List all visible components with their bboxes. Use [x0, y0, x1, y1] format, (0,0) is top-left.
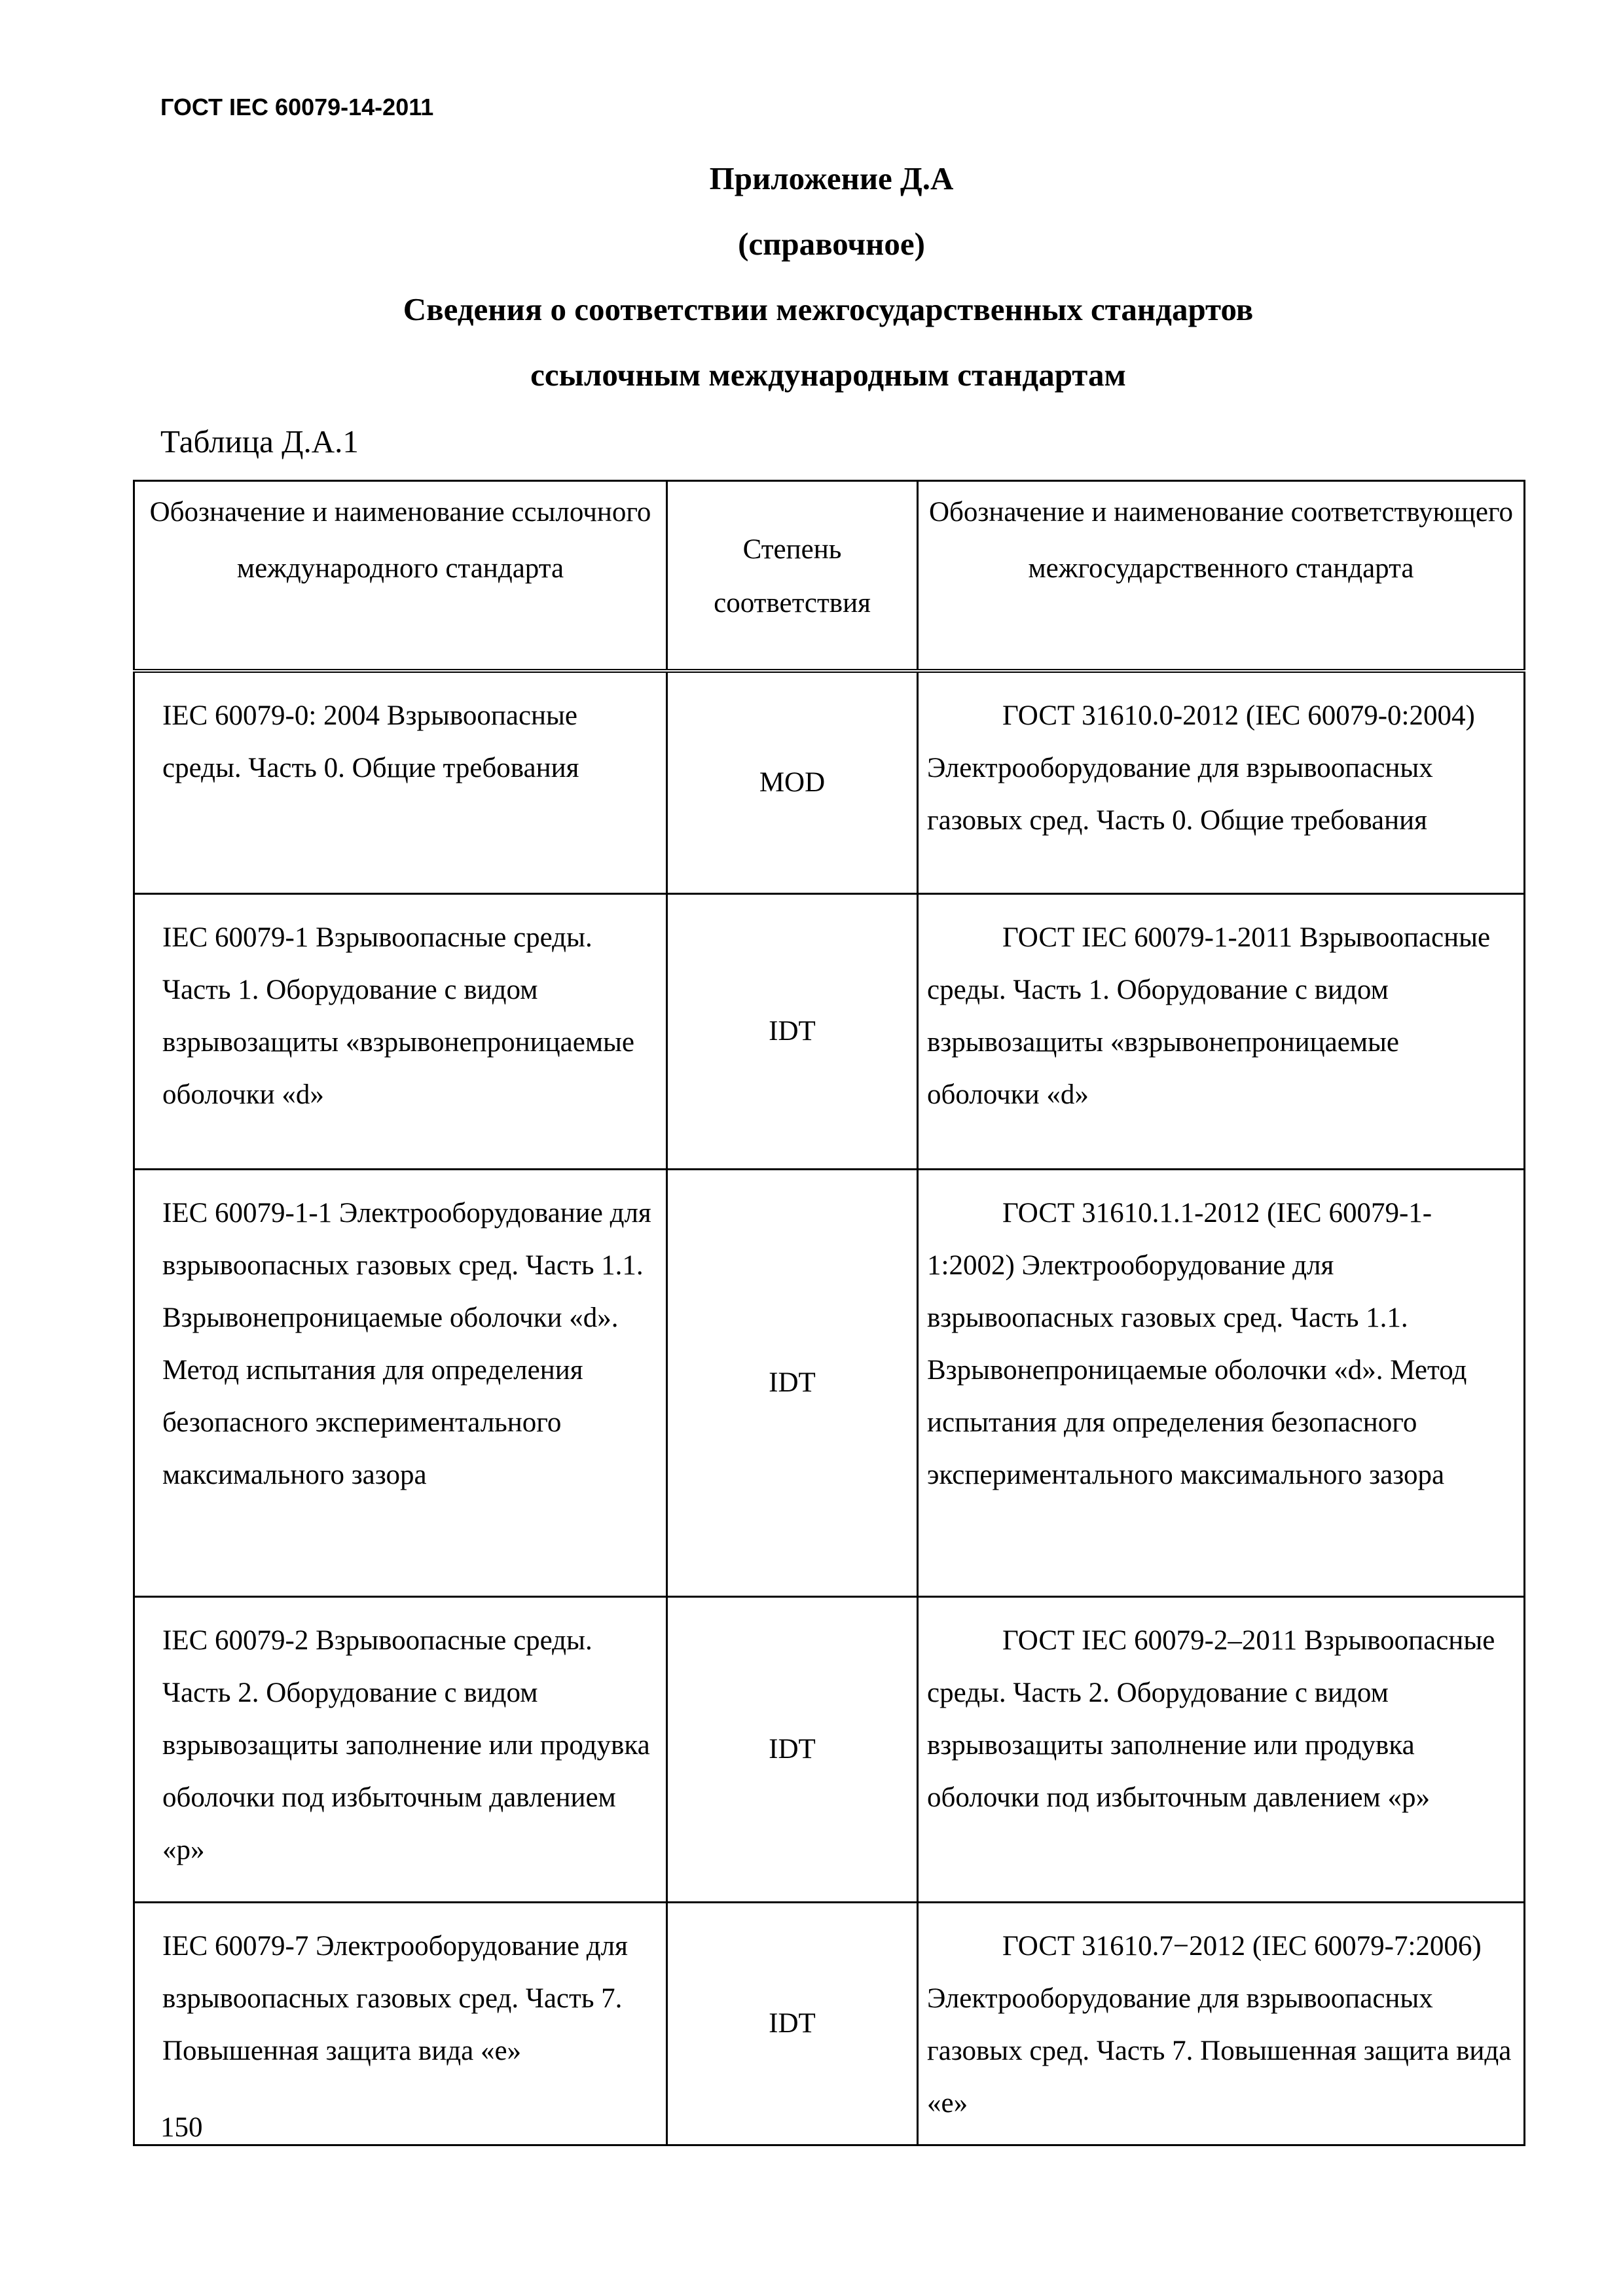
international-standard-cell	[134, 1170, 667, 1597]
international-standard-cell	[134, 894, 667, 1170]
international-standard-text: IEC 60079-0: 2004 Взрывоопасные среды. Часть 0. Общие требования	[162, 700, 579, 783]
annex-title: Приложение Д.А	[709, 160, 954, 196]
column-header-interstate: Обозначение и наименование соответствующего межгосударственного стандарта	[918, 481, 1525, 672]
international-standard-text: IEC 60079-7 Электрооборудование для взрывоопасных газовых сред. Часть 7. Повышенная защита вида «е»	[162, 1931, 628, 2066]
degree-cell: MOD	[667, 671, 918, 894]
interstate-standard-cell	[918, 1597, 1525, 1903]
degree-cell: IDT	[667, 1903, 918, 2145]
international-standard-text: IEC 60079-1 Взрывоопасные среды. Часть 1. Оборудование с видом взрывозащиты «взрывонепроницаемые оболочки «d»	[162, 922, 635, 1110]
degree-cell: IDT	[667, 894, 918, 1170]
interstate-standard-cell	[918, 671, 1525, 894]
table-row	[134, 1170, 1525, 1597]
interstate-standard-cell	[918, 894, 1525, 1170]
interstate-standard-text: ГОСТ IEC 60079-1-2011 Взрывоопасные среды. Часть 1. Оборудование с видом взрывозащиты «взрывонепроницаемые оболочки «d»	[927, 922, 1491, 1110]
table-caption: Таблица Д.А.1	[160, 423, 359, 459]
degree-cell: IDT	[667, 1597, 918, 1903]
annex-heading-line-2: ссылочным международным стандартам	[530, 357, 1126, 393]
interstate-standard-text: ГОСТ 31610.1.1-2012 (IEC 60079-1-1:2002) Электрооборудование для взрывоопасных газовых сред. Часть 1.1. Взрывонепроницаемые оболочки «d». Метод испытания для определения безопасного экспериментального максимального зазора	[927, 1198, 1467, 1490]
page-number: 150	[160, 2112, 203, 2143]
column-header-international: Обозначение и наименование ссылочного международного стандарта	[134, 481, 667, 672]
degree-cell: IDT	[667, 1170, 918, 1597]
international-standard-text: IEC 60079-2 Взрывоопасные среды. Часть 2. Оборудование с видом взрывозащиты заполнение или продувка оболочки под избыточным давлением «p»	[162, 1625, 650, 1865]
interstate-standard-cell	[918, 1170, 1525, 1597]
international-standard-cell	[134, 671, 667, 894]
table-row	[134, 894, 1525, 1170]
international-standard-cell	[134, 1903, 667, 2145]
annex-status: (справочное)	[738, 226, 925, 262]
table-header-row	[134, 481, 1525, 672]
interstate-standard-text: ГОСТ IEC 60079-2–2011 Взрывоопасные среды. Часть 2. Оборудование с видом взрывозащиты заполнение или продувка оболочки под избыточным давлением «p»	[927, 1625, 1495, 1813]
table-row	[134, 1597, 1525, 1903]
interstate-standard-cell	[918, 1903, 1525, 2145]
international-standard-text: IEC 60079-1-1 Электрооборудование для взрывоопасных газовых сред. Часть 1.1. Взрывонепроницаемые оболочки «d». Метод испытания для определения безопасного экспериментального максимального зазора	[162, 1198, 651, 1490]
correspondence-table	[133, 480, 1525, 2146]
column-header-degree: Степень соответствия	[667, 481, 918, 672]
annex-heading-line-1: Сведения о соответствии межгосударственных стандартов	[403, 291, 1254, 327]
international-standard-cell	[134, 1597, 667, 1903]
interstate-standard-text: ГОСТ 31610.7−2012 (IEC 60079-7:2006) Электрооборудование для взрывоопасных газовых сред. Часть 7. Повышенная защита вида «е»	[927, 1931, 1512, 2119]
table-row	[134, 1903, 1525, 2145]
document-code: ГОСТ IEC 60079-14-2011	[160, 94, 434, 120]
table-row	[134, 671, 1525, 894]
interstate-standard-text: ГОСТ 31610.0-2012 (IEC 60079-0:2004) Электрооборудование для взрывоопасных газовых сред. Часть 0. Общие требования	[927, 700, 1475, 836]
